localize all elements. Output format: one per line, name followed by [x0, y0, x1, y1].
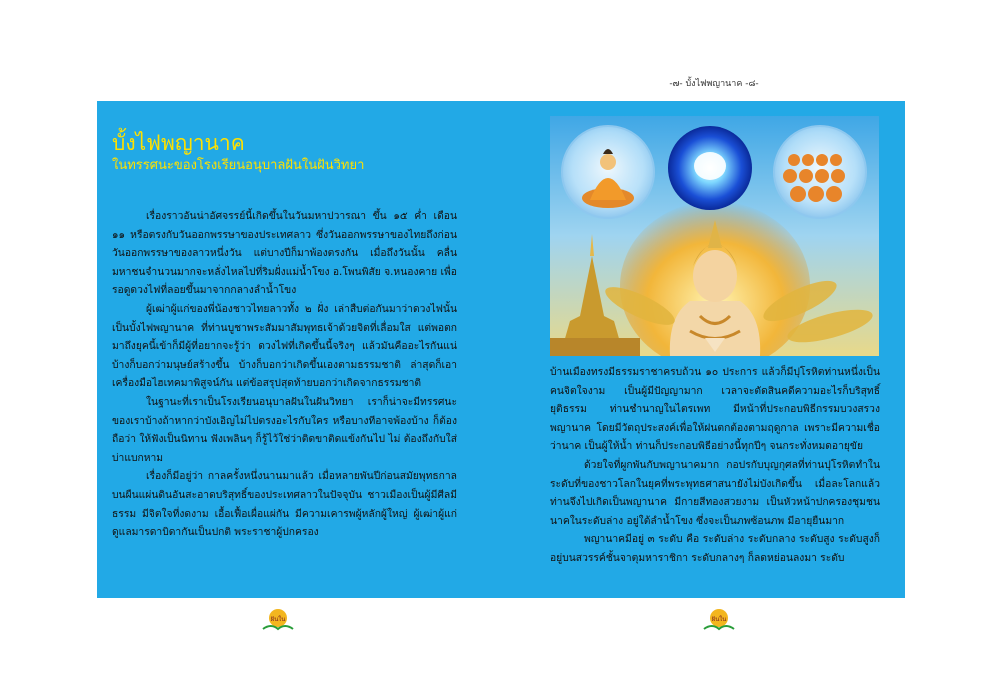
school-logo-icon	[702, 607, 736, 633]
right-column	[550, 363, 880, 568]
paragraph: บ้านเมืองทรงมีธรรมราชาครบถ้วน ๑๐ ประการ แล้วก็มีปุโรหิตท่านหนึ่งเป็นคนจิตใจงาม เป็นผู้มีปัญญามาก เวลาจะตัดสินคดีความอะไรก็บริสุทธิ์ยุติธรรม ท่านชำนาญในไตรเพท มีหน้าที่ประกอบพิธีกรรมบวงสรวงพญานาค โดยมีวัตถุประสงค์เพื่อให้ฝนตกต้องตามฤดูกาล เพราะมีความเชื่อว่านาค เป็นผู้ให้น้ำ ท่านก็ประกอบพิธีอย่างนี้ทุกปีๆ จนกระทั่งหมดอายุขัย	[550, 366, 880, 453]
paragraph: ในฐานะที่เราเป็นโรงเรียนอนุบาลฝันในฝันวิทยา เราก็น่าจะมีทรรศนะของเราบ้างถ้าหากว่าบังเอิญไม่ไปตรงอะไรกับใคร หรือบางทีอาจพ้องบ้าง ก็ต้องถือว่า ให้ฟังเป็นนิทาน ฟังเพลินๆ ก็รู้ไว้ใช่ว่าติดขาติดแข้งกันไป ไม่ ต้องถึงกับใส่บ่าแบกหาม	[112, 395, 457, 464]
paragraph: เรื่องราวอันน่าอัศจรรย์นี้เกิดขึ้นในวันมหาปวารณา ขึ้น ๑๕ ค่ำ เดือน ๑๑ หรือตรงกับวันออกพรรษาของประเทศลาว ซึ่งวันออกพรรษาของไทยถึงก่อนวันออกพรรษาของลาวหนึ่งวัน แต่บางปีก็มาพ้องตรงกัน เมื่อถึงวันนั้น คลื่นมหาชนจำนวนมากจะหลั่งไหลไปที่ริมฝั่งแม่น้ำโขง อ.โพนพิสัย จ.หนองคาย เพื่อรอดูดวงไฟที่ลอยขึ้นมาจากกลางลำน้ำโขง	[112, 210, 457, 297]
running-header: -๗- บั้งไฟพญานาค -๘-	[669, 79, 759, 89]
logo-text: ฝันใน	[711, 616, 727, 623]
article-title: บั้งไฟพญานาค	[112, 131, 245, 155]
left-column	[112, 207, 457, 542]
logo-text: ฝันใน	[270, 616, 286, 623]
article-subtitle: ในทรรศนะของโรงเรียนอนุบาลฝันในฝันวิทยา	[112, 158, 365, 173]
paragraph: พญานาคมีอยู่ ๓ ระดับ คือ ระดับล่าง ระดับกลาง ระดับสูง ระดับสูงก็อยู่บนสวรรค์ชั้นจาตุมหาราชิกา ระดับกลางๆ ก็ลดหย่อนลงมา ระดับ	[550, 533, 880, 564]
paragraph: ด้วยใจที่ผูกพันกับพญานาคมาก กอปรกับบุญกุศลที่ท่านปุโรหิตทำในระดับที่ของชาวโลกในยุคที่พระพุทธศาสนายังไม่บังเกิดขึ้น เมื่อละโลกแล้ว ท่านจึงไปเกิดเป็นพญานาค มีกายสีทองสวยงาม เป็นหัวหน้าปกครองชุมชนนาคในระดับล่าง อยู่ใต้ลำน้ำโขง ซึ่งจะเป็นภพซ้อนภพ มีอายุยืนมาก	[550, 458, 880, 527]
buddha-naga-illustration	[550, 116, 879, 356]
paragraph: ผู้เฒ่าผู้แก่ของพี่น้องชาวไทยลาวทั้ง ๒ ฝั่ง เล่าสืบต่อกันมาว่าดวงไฟนั้นเป็นบั้งไฟพญานาค ที่ท่านบูชาพระสัมมาสัมพุทธเจ้าด้วยจิตที่เลื่อมใส แต่พอตกมาถึงยุคนี้เข้าก็มีผู้ที่อยากจะรู้ว่า ดวงไฟที่เกิดขึ้นนี้จริงๆ แล้วมันคืออะไรกันแน่ บ้างก็บอกว่ามนุษย์สร้างขึ้น บ้างก็บอกว่าเกิดขึ้นเองตามธรรมชาติ ล่าสุดก็เอาเครื่องมือไฮเทคมาพิสูจน์กัน แต่ข้อสรุปสุดท้ายบอกว่าเกิดจากธรรมชาติ	[112, 302, 457, 390]
school-logo-icon	[261, 607, 295, 633]
paragraph: เรื่องก็มีอยู่ว่า กาลครั้งหนึ่งนานมาแล้ว เมื่อหลายพันปีก่อนสมัยพุทธกาล บนผืนแผ่นดินอันสะอาดบริสุทธิ์ของประเทศลาวในปัจจุบัน ชาวเมืองเป็นผู้มีศีลมีธรรม มีจิตใจที่งดงาม เอื้อเฟื้อเผื่อแผ่กัน มีความเคารพผู้หลักผู้ใหญ่ ผู้เฒ่าผู้แก่ ดูแลมารดาบิดากันเป็นปกติ พระราชาผู้ปกครอง	[112, 470, 457, 539]
